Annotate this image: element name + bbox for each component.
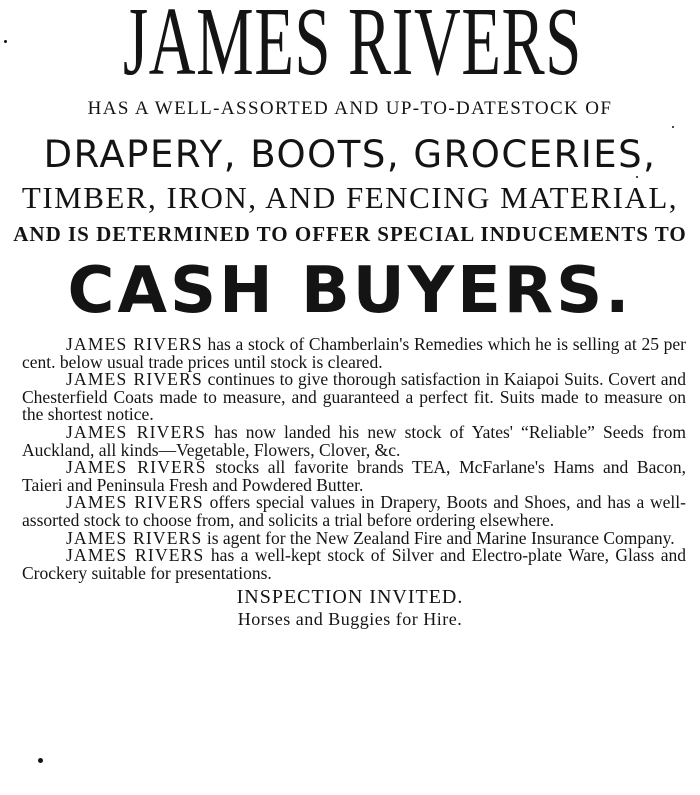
paragraph-text: has a well-kept stock of Silver and Electro-plate Ware, Glass and Crockery suitable for presentations. — [22, 545, 686, 583]
paragraph-lead: JAMES RIVERS — [66, 369, 203, 390]
paragraph-suits — [22, 371, 686, 424]
paragraph-lead: JAMES RIVERS — [66, 545, 205, 566]
horses-buggies-line: Horses and Buggies for Hire. — [237, 609, 463, 630]
advertisement-body — [6, 336, 694, 582]
paragraph-text: has a stock of Chamberlain's Remedies which he is selling at 25 per cent. below usual trade prices until stock is cleared. — [22, 334, 686, 372]
paragraph-lead: JAMES RIVERS — [66, 334, 203, 354]
paragraph-text: has now landed his new stock of Yates' “Reliable” Seeds from Auckland, all kinds—Vegetable, Flowers, Clover, &c. — [22, 421, 686, 460]
stock-intro-line: HAS A WELL-ASSORTED AND UP-TO-DATESTOCK OF — [87, 98, 613, 119]
paragraph-lead: JAMES RIVERS — [66, 421, 207, 442]
paragraph-silverware — [22, 547, 686, 582]
paragraph-lead: JAMES RIVERS — [66, 492, 204, 513]
goods-line-timber: TIMBER, IRON, AND FENCING MATERIAL, — [21, 180, 679, 215]
paragraph-text: offers special values in Drapery, Boots and Shoes, and has a well-assorted stock to choose from, and solicits a trial before ordering elsewhere. — [22, 492, 686, 530]
print-speck — [4, 40, 7, 43]
inducements-line: AND IS DETERMINED TO OFFER SPECIAL INDUCEMENTS TO — [13, 222, 687, 246]
paragraph-text: stocks all favorite brands TEA, McFarlane's Hams and Bacon, Taieri and Peninsula Fresh and Powdered Butter. — [22, 457, 686, 495]
print-speck — [672, 126, 674, 128]
advertiser-name-heading: JAMES RIVERS — [122, 0, 582, 96]
paragraph-drapery — [22, 494, 686, 529]
print-speck — [636, 176, 638, 178]
paragraph-text: continues to give thorough satisfaction in Kaiapoi Suits. Covert and Chesterfield Coats made to measure, and guaranteed a perfect fit. Suits made to measure on the shortest notice. — [22, 369, 686, 425]
paragraph-tea — [22, 459, 686, 494]
inspection-invited-line: INSPECTION INVITED. — [236, 586, 464, 609]
paragraph-remedies — [22, 336, 686, 371]
cash-buyers-heading: CASH BUYERS. — [67, 254, 633, 328]
paragraph-lead: JAMES RIVERS — [66, 457, 207, 478]
paragraph-text: is agent for the New Zealand Fire and Marine Insurance Company. — [202, 527, 675, 548]
goods-line-drapery: DRAPERY, BOOTS, GROCERIES, — [43, 133, 657, 176]
paragraph-seeds — [22, 421, 686, 460]
paragraph-lead: JAMES RIVERS — [66, 527, 203, 548]
bullet-mark — [38, 758, 43, 763]
